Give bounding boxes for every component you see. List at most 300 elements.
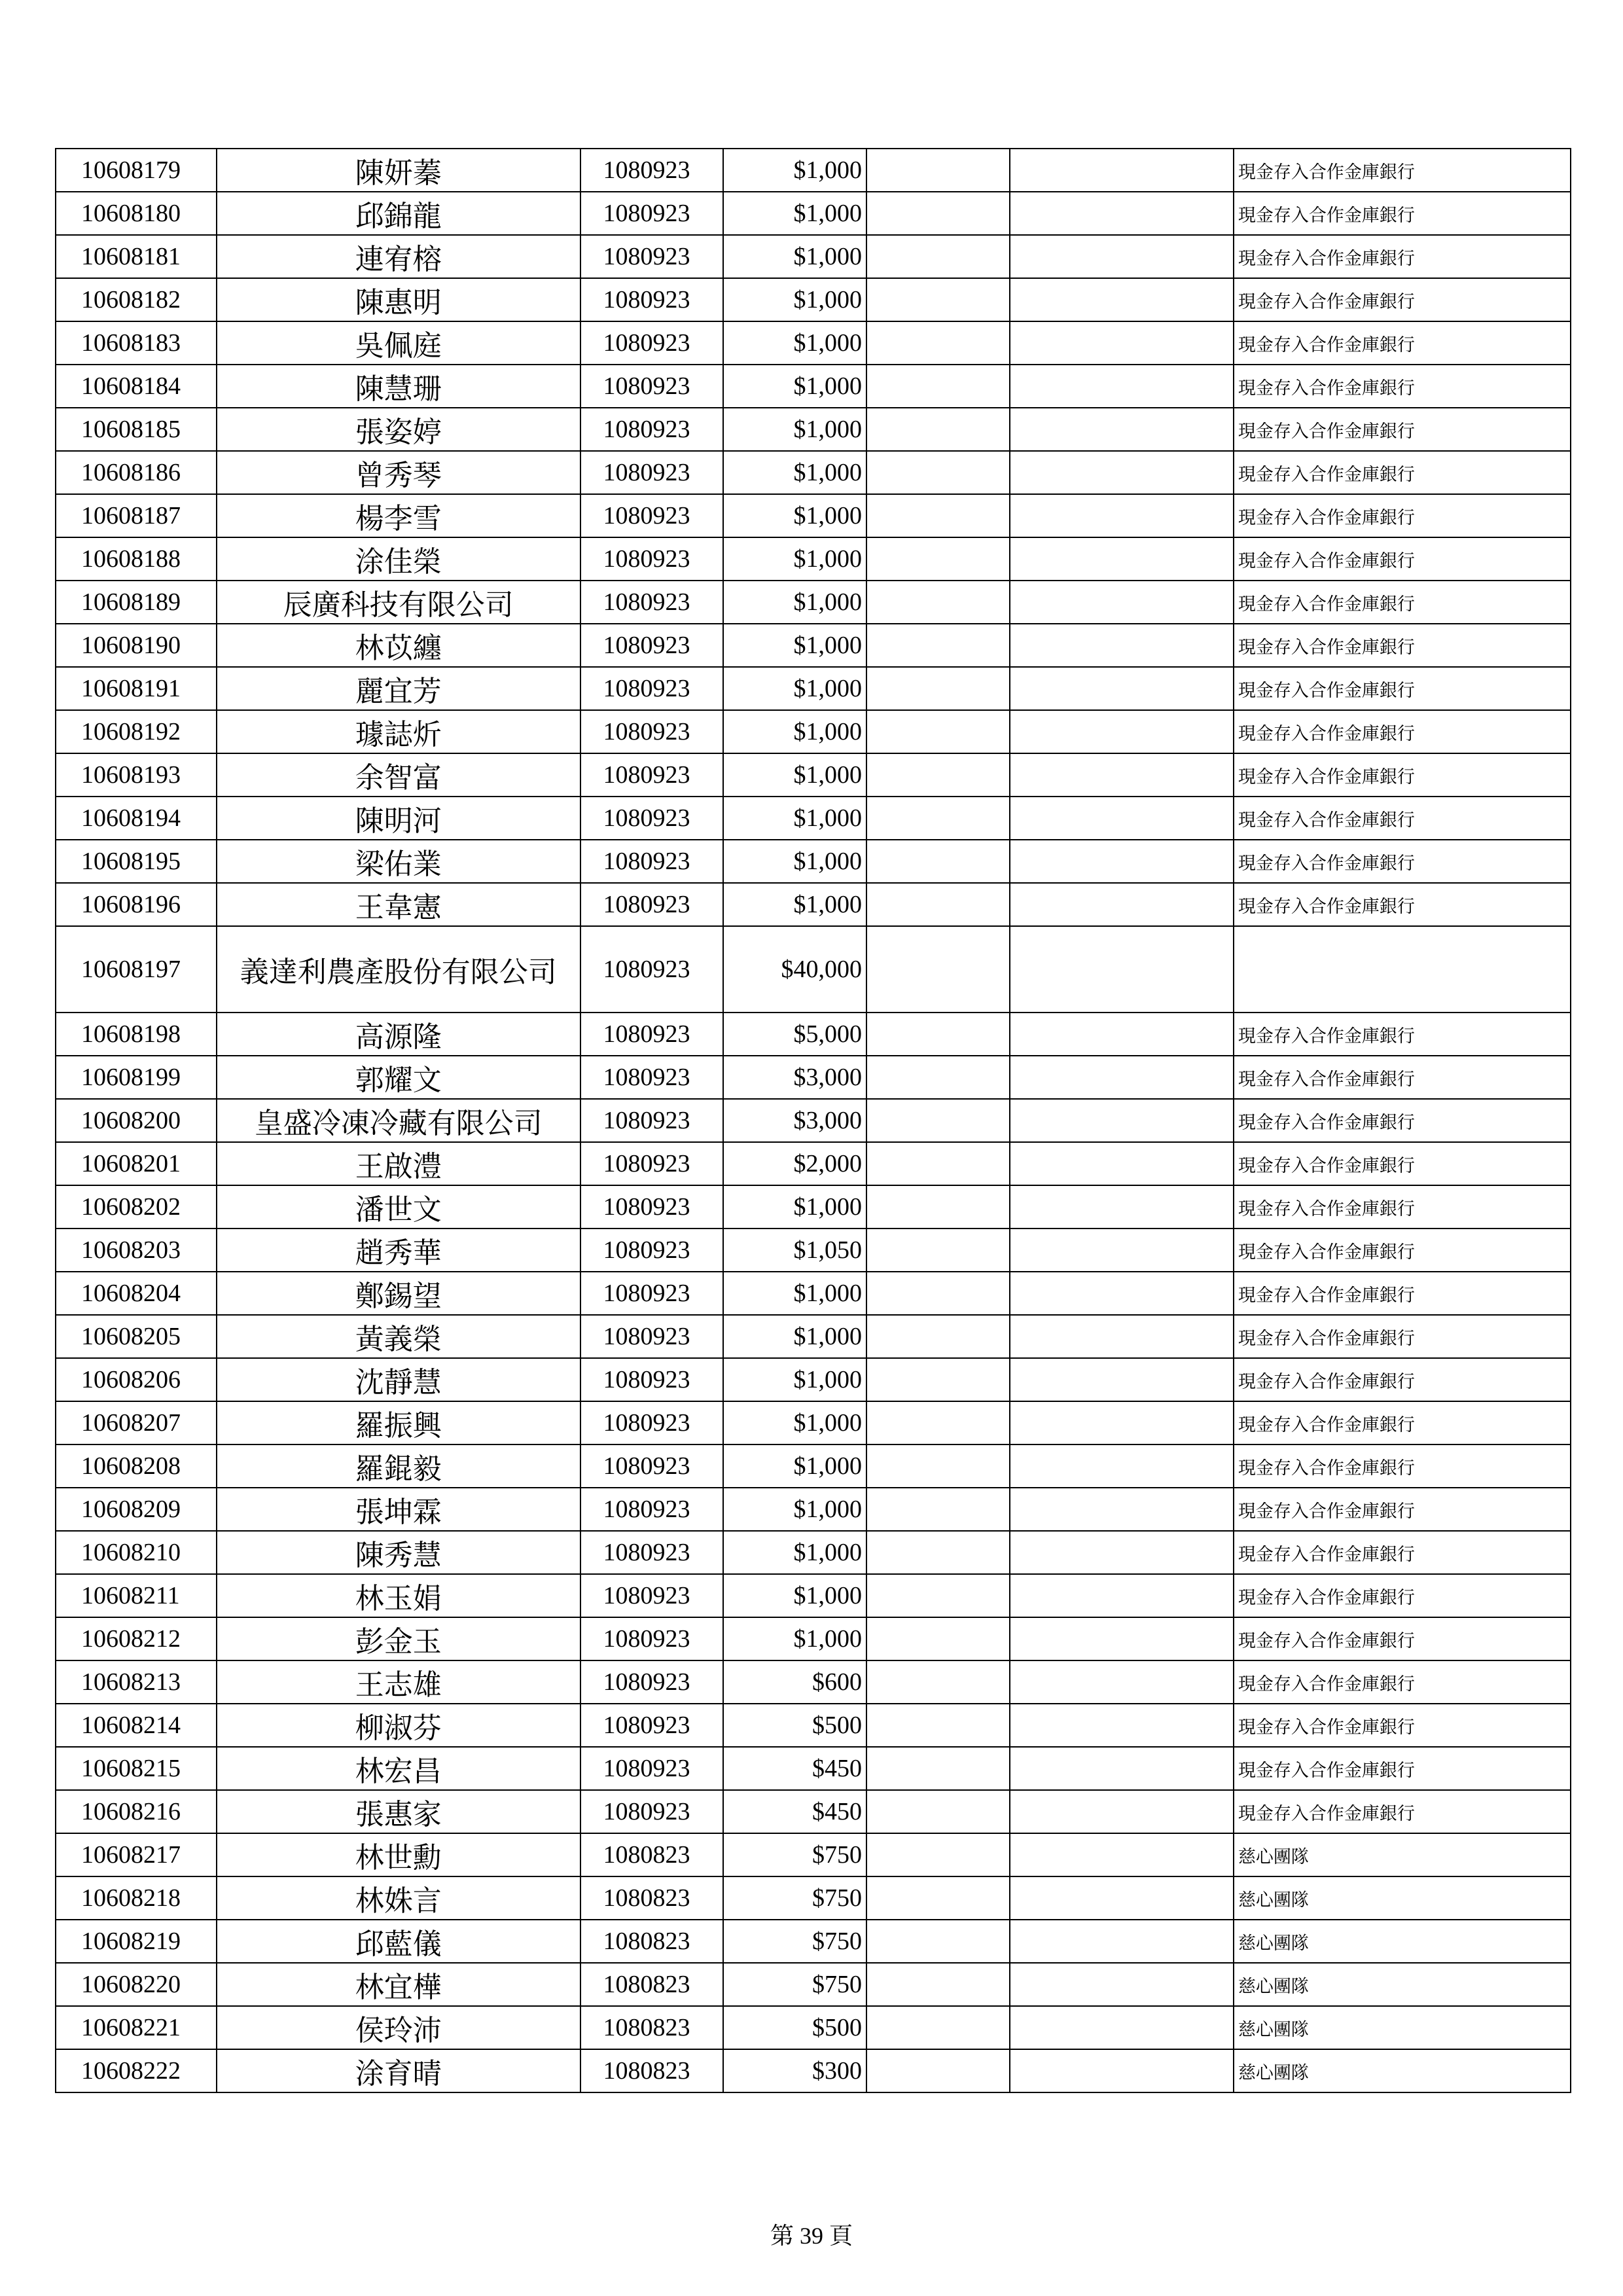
donation-date: 1080923 bbox=[580, 797, 724, 840]
donation-date: 1080923 bbox=[580, 235, 724, 278]
donation-date: 1080823 bbox=[580, 1833, 724, 1876]
donation-date: 1080923 bbox=[580, 1013, 724, 1056]
row-id: 10608183 bbox=[56, 321, 217, 365]
payment-note: 現金存入合作金庫銀行 bbox=[1234, 1099, 1571, 1142]
empty-cell bbox=[1010, 667, 1234, 710]
payment-note: 現金存入合作金庫銀行 bbox=[1234, 883, 1571, 926]
empty-cell bbox=[1010, 581, 1234, 624]
donation-date: 1080923 bbox=[580, 1747, 724, 1790]
donation-amount: $600 bbox=[723, 1660, 866, 1704]
empty-cell bbox=[866, 192, 1010, 235]
payment-note: 慈心團隊 bbox=[1234, 1833, 1571, 1876]
payment-note: 現金存入合作金庫銀行 bbox=[1234, 408, 1571, 451]
donation-amount: $2,000 bbox=[723, 1142, 866, 1185]
empty-cell bbox=[866, 2049, 1010, 2092]
empty-cell bbox=[1010, 1876, 1234, 1920]
empty-cell bbox=[866, 1142, 1010, 1185]
donation-amount: $450 bbox=[723, 1747, 866, 1790]
empty-cell bbox=[866, 1617, 1010, 1660]
empty-cell bbox=[1010, 1574, 1234, 1617]
donor-name: 高源隆 bbox=[217, 1013, 580, 1056]
donation-amount: $1,000 bbox=[723, 1358, 866, 1401]
donation-amount: $3,000 bbox=[723, 1056, 866, 1099]
row-id: 10608179 bbox=[56, 149, 217, 192]
empty-cell bbox=[866, 797, 1010, 840]
donor-name: 陳妍蓁 bbox=[217, 149, 580, 192]
table-row bbox=[56, 537, 1571, 581]
table-row bbox=[56, 1142, 1571, 1185]
donation-amount: $1,000 bbox=[723, 235, 866, 278]
donation-date: 1080923 bbox=[580, 1229, 724, 1272]
donation-date: 1080923 bbox=[580, 192, 724, 235]
donor-name: 潘世文 bbox=[217, 1185, 580, 1229]
table-row bbox=[56, 2006, 1571, 2049]
donation-date: 1080923 bbox=[580, 537, 724, 581]
payment-note: 現金存入合作金庫銀行 bbox=[1234, 494, 1571, 537]
payment-note: 現金存入合作金庫銀行 bbox=[1234, 797, 1571, 840]
donation-amount: $1,000 bbox=[723, 581, 866, 624]
empty-cell bbox=[866, 1747, 1010, 1790]
donation-amount: $1,000 bbox=[723, 1488, 866, 1531]
row-id: 10608190 bbox=[56, 624, 217, 667]
donation-amount: $1,000 bbox=[723, 753, 866, 797]
donation-amount: $750 bbox=[723, 1920, 866, 1963]
row-id: 10608218 bbox=[56, 1876, 217, 1920]
table-row bbox=[56, 1401, 1571, 1444]
empty-cell bbox=[866, 667, 1010, 710]
row-id: 10608210 bbox=[56, 1531, 217, 1574]
empty-cell bbox=[866, 1531, 1010, 1574]
table-row bbox=[56, 1833, 1571, 1876]
donor-name: 林姝言 bbox=[217, 1876, 580, 1920]
donation-amount: $1,000 bbox=[723, 1185, 866, 1229]
payment-note: 慈心團隊 bbox=[1234, 1963, 1571, 2006]
row-id: 10608195 bbox=[56, 840, 217, 883]
row-id: 10608206 bbox=[56, 1358, 217, 1401]
donor-name: 張姿婷 bbox=[217, 408, 580, 451]
empty-cell bbox=[866, 451, 1010, 494]
table-row bbox=[56, 710, 1571, 753]
donor-name: 涂育晴 bbox=[217, 2049, 580, 2092]
donation-amount: $40,000 bbox=[723, 926, 866, 1013]
empty-cell bbox=[866, 840, 1010, 883]
payment-note: 現金存入合作金庫銀行 bbox=[1234, 1574, 1571, 1617]
donor-name: 涂佳榮 bbox=[217, 537, 580, 581]
donation-amount: $1,000 bbox=[723, 667, 866, 710]
empty-cell bbox=[1010, 1704, 1234, 1747]
donation-date: 1080823 bbox=[580, 1963, 724, 2006]
donor-name: 張坤霖 bbox=[217, 1488, 580, 1531]
empty-cell bbox=[866, 1099, 1010, 1142]
empty-cell bbox=[1010, 408, 1234, 451]
empty-cell bbox=[1010, 451, 1234, 494]
row-id: 10608193 bbox=[56, 753, 217, 797]
donor-name: 辰廣科技有限公司 bbox=[217, 581, 580, 624]
empty-cell bbox=[1010, 1315, 1234, 1358]
empty-cell bbox=[866, 1185, 1010, 1229]
table-row bbox=[56, 883, 1571, 926]
payment-note: 慈心團隊 bbox=[1234, 1920, 1571, 1963]
donation-amount: $1,000 bbox=[723, 840, 866, 883]
row-id: 10608192 bbox=[56, 710, 217, 753]
empty-cell bbox=[1010, 1963, 1234, 2006]
payment-note bbox=[1234, 926, 1571, 1013]
donor-name: 陳秀慧 bbox=[217, 1531, 580, 1574]
payment-note: 現金存入合作金庫銀行 bbox=[1234, 1704, 1571, 1747]
donor-name: 林宏昌 bbox=[217, 1747, 580, 1790]
donor-name: 楊李雪 bbox=[217, 494, 580, 537]
donation-amount: $1,000 bbox=[723, 149, 866, 192]
payment-note: 現金存入合作金庫銀行 bbox=[1234, 235, 1571, 278]
table-row bbox=[56, 1315, 1571, 1358]
empty-cell bbox=[1010, 1617, 1234, 1660]
donation-date: 1080823 bbox=[580, 2049, 724, 2092]
donor-name: 陳慧珊 bbox=[217, 365, 580, 408]
donation-date: 1080923 bbox=[580, 1099, 724, 1142]
payment-note: 現金存入合作金庫銀行 bbox=[1234, 1617, 1571, 1660]
donation-amount: $1,000 bbox=[723, 1531, 866, 1574]
donation-date: 1080923 bbox=[580, 710, 724, 753]
empty-cell bbox=[1010, 1013, 1234, 1056]
donation-amount: $500 bbox=[723, 1704, 866, 1747]
empty-cell bbox=[1010, 624, 1234, 667]
donor-name: 義達利農產股份有限公司 bbox=[217, 926, 580, 1013]
empty-cell bbox=[1010, 2006, 1234, 2049]
empty-cell bbox=[866, 2006, 1010, 2049]
table-row bbox=[56, 451, 1571, 494]
table-row bbox=[56, 1229, 1571, 1272]
donation-date: 1080923 bbox=[580, 1617, 724, 1660]
donation-amount: $1,000 bbox=[723, 710, 866, 753]
table-row bbox=[56, 149, 1571, 192]
empty-cell bbox=[1010, 365, 1234, 408]
empty-cell bbox=[866, 883, 1010, 926]
donation-amount: $450 bbox=[723, 1790, 866, 1833]
donation-date: 1080923 bbox=[580, 1358, 724, 1401]
donor-name: 陳明河 bbox=[217, 797, 580, 840]
donation-date: 1080923 bbox=[580, 926, 724, 1013]
empty-cell bbox=[866, 1488, 1010, 1531]
row-id: 10608198 bbox=[56, 1013, 217, 1056]
empty-cell bbox=[1010, 1488, 1234, 1531]
donation-date: 1080923 bbox=[580, 321, 724, 365]
donor-name: 彭金玉 bbox=[217, 1617, 580, 1660]
row-id: 10608203 bbox=[56, 1229, 217, 1272]
empty-cell bbox=[1010, 537, 1234, 581]
donor-name: 曾秀琴 bbox=[217, 451, 580, 494]
empty-cell bbox=[1010, 1142, 1234, 1185]
table-row bbox=[56, 365, 1571, 408]
empty-cell bbox=[1010, 1747, 1234, 1790]
empty-cell bbox=[866, 1013, 1010, 1056]
donation-table bbox=[55, 148, 1571, 2093]
row-id: 10608191 bbox=[56, 667, 217, 710]
row-id: 10608214 bbox=[56, 1704, 217, 1747]
empty-cell bbox=[866, 1963, 1010, 2006]
row-id: 10608220 bbox=[56, 1963, 217, 2006]
payment-note: 現金存入合作金庫銀行 bbox=[1234, 1185, 1571, 1229]
payment-note: 現金存入合作金庫銀行 bbox=[1234, 365, 1571, 408]
donor-name: 璩誌炘 bbox=[217, 710, 580, 753]
table-row bbox=[56, 1704, 1571, 1747]
row-id: 10608213 bbox=[56, 1660, 217, 1704]
payment-note: 慈心團隊 bbox=[1234, 1876, 1571, 1920]
donation-amount: $1,000 bbox=[723, 624, 866, 667]
donation-date: 1080923 bbox=[580, 1531, 724, 1574]
donation-date: 1080923 bbox=[580, 1401, 724, 1444]
empty-cell bbox=[866, 408, 1010, 451]
empty-cell bbox=[1010, 1099, 1234, 1142]
payment-note: 現金存入合作金庫銀行 bbox=[1234, 1444, 1571, 1488]
payment-note: 現金存入合作金庫銀行 bbox=[1234, 278, 1571, 321]
donation-date: 1080923 bbox=[580, 408, 724, 451]
table-row bbox=[56, 1790, 1571, 1833]
payment-note: 現金存入合作金庫銀行 bbox=[1234, 1013, 1571, 1056]
donation-date: 1080923 bbox=[580, 1056, 724, 1099]
row-id: 10608211 bbox=[56, 1574, 217, 1617]
empty-cell bbox=[866, 581, 1010, 624]
donation-date: 1080823 bbox=[580, 2006, 724, 2049]
table-row bbox=[56, 235, 1571, 278]
empty-cell bbox=[866, 149, 1010, 192]
row-id: 10608194 bbox=[56, 797, 217, 840]
row-id: 10608209 bbox=[56, 1488, 217, 1531]
empty-cell bbox=[1010, 1272, 1234, 1315]
payment-note: 現金存入合作金庫銀行 bbox=[1234, 321, 1571, 365]
empty-cell bbox=[1010, 2049, 1234, 2092]
donation-amount: $750 bbox=[723, 1876, 866, 1920]
empty-cell bbox=[866, 710, 1010, 753]
donation-amount: $1,000 bbox=[723, 365, 866, 408]
donor-name: 羅振興 bbox=[217, 1401, 580, 1444]
empty-cell bbox=[866, 1574, 1010, 1617]
donation-date: 1080923 bbox=[580, 1185, 724, 1229]
donor-name: 吳佩庭 bbox=[217, 321, 580, 365]
row-id: 10608187 bbox=[56, 494, 217, 537]
empty-cell bbox=[866, 926, 1010, 1013]
donation-amount: $1,000 bbox=[723, 321, 866, 365]
page-number: 第 39 頁 bbox=[770, 2223, 853, 2249]
donation-amount: $1,000 bbox=[723, 278, 866, 321]
table-row bbox=[56, 1444, 1571, 1488]
empty-cell bbox=[866, 321, 1010, 365]
empty-cell bbox=[866, 1833, 1010, 1876]
table-row bbox=[56, 1747, 1571, 1790]
table-row bbox=[56, 840, 1571, 883]
table-row bbox=[56, 321, 1571, 365]
empty-cell bbox=[866, 1876, 1010, 1920]
donation-date: 1080923 bbox=[580, 1704, 724, 1747]
donation-date: 1080923 bbox=[580, 624, 724, 667]
payment-note: 現金存入合作金庫銀行 bbox=[1234, 667, 1571, 710]
donation-date: 1080923 bbox=[580, 1660, 724, 1704]
donation-date: 1080923 bbox=[580, 840, 724, 883]
payment-note: 現金存入合作金庫銀行 bbox=[1234, 753, 1571, 797]
row-id: 10608185 bbox=[56, 408, 217, 451]
donation-date: 1080923 bbox=[580, 1444, 724, 1488]
donation-date: 1080923 bbox=[580, 1272, 724, 1315]
donation-date: 1080923 bbox=[580, 883, 724, 926]
payment-note: 現金存入合作金庫銀行 bbox=[1234, 1488, 1571, 1531]
row-id: 10608197 bbox=[56, 926, 217, 1013]
empty-cell bbox=[1010, 926, 1234, 1013]
row-id: 10608180 bbox=[56, 192, 217, 235]
donor-name: 林苡纏 bbox=[217, 624, 580, 667]
payment-note: 現金存入合作金庫銀行 bbox=[1234, 192, 1571, 235]
payment-note: 現金存入合作金庫銀行 bbox=[1234, 1401, 1571, 1444]
table-row bbox=[56, 408, 1571, 451]
donation-date: 1080923 bbox=[580, 278, 724, 321]
donor-name: 趙秀華 bbox=[217, 1229, 580, 1272]
donor-name: 鄭錫望 bbox=[217, 1272, 580, 1315]
payment-note: 現金存入合作金庫銀行 bbox=[1234, 149, 1571, 192]
payment-note: 慈心團隊 bbox=[1234, 2006, 1571, 2049]
payment-note: 現金存入合作金庫銀行 bbox=[1234, 1056, 1571, 1099]
row-id: 10608208 bbox=[56, 1444, 217, 1488]
row-id: 10608221 bbox=[56, 2006, 217, 2049]
payment-note: 現金存入合作金庫銀行 bbox=[1234, 1229, 1571, 1272]
empty-cell bbox=[1010, 1531, 1234, 1574]
donor-name: 林玉娟 bbox=[217, 1574, 580, 1617]
donation-date: 1080923 bbox=[580, 1574, 724, 1617]
table-row bbox=[56, 926, 1571, 1013]
table-row bbox=[56, 1920, 1571, 1963]
payment-note: 現金存入合作金庫銀行 bbox=[1234, 1660, 1571, 1704]
row-id: 10608201 bbox=[56, 1142, 217, 1185]
empty-cell bbox=[866, 624, 1010, 667]
table-row bbox=[56, 581, 1571, 624]
donor-name: 余智富 bbox=[217, 753, 580, 797]
empty-cell bbox=[866, 1704, 1010, 1747]
empty-cell bbox=[866, 1056, 1010, 1099]
empty-cell bbox=[1010, 235, 1234, 278]
table-row bbox=[56, 1272, 1571, 1315]
table-row bbox=[56, 753, 1571, 797]
empty-cell bbox=[866, 1790, 1010, 1833]
donation-amount: $1,000 bbox=[723, 192, 866, 235]
table-row bbox=[56, 1099, 1571, 1142]
donor-name: 羅錕毅 bbox=[217, 1444, 580, 1488]
empty-cell bbox=[1010, 321, 1234, 365]
empty-cell bbox=[1010, 710, 1234, 753]
donor-name: 邱錦龍 bbox=[217, 192, 580, 235]
table-row bbox=[56, 667, 1571, 710]
payment-note: 現金存入合作金庫銀行 bbox=[1234, 1142, 1571, 1185]
donation-date: 1080823 bbox=[580, 1920, 724, 1963]
empty-cell bbox=[1010, 1660, 1234, 1704]
payment-note: 現金存入合作金庫銀行 bbox=[1234, 840, 1571, 883]
donor-name: 林宜樺 bbox=[217, 1963, 580, 2006]
payment-note: 現金存入合作金庫銀行 bbox=[1234, 537, 1571, 581]
row-id: 10608196 bbox=[56, 883, 217, 926]
payment-note: 現金存入合作金庫銀行 bbox=[1234, 1531, 1571, 1574]
empty-cell bbox=[1010, 1920, 1234, 1963]
payment-note: 現金存入合作金庫銀行 bbox=[1234, 1315, 1571, 1358]
row-id: 10608204 bbox=[56, 1272, 217, 1315]
empty-cell bbox=[866, 1272, 1010, 1315]
donor-name: 黃義榮 bbox=[217, 1315, 580, 1358]
row-id: 10608215 bbox=[56, 1747, 217, 1790]
empty-cell bbox=[1010, 797, 1234, 840]
empty-cell bbox=[866, 1920, 1010, 1963]
table-row bbox=[56, 1660, 1571, 1704]
donor-name: 王韋憲 bbox=[217, 883, 580, 926]
empty-cell bbox=[1010, 1444, 1234, 1488]
empty-cell bbox=[866, 1401, 1010, 1444]
donation-date: 1080923 bbox=[580, 149, 724, 192]
donation-amount: $1,000 bbox=[723, 537, 866, 581]
table-row bbox=[56, 494, 1571, 537]
donation-amount: $1,000 bbox=[723, 1315, 866, 1358]
donation-amount: $1,000 bbox=[723, 1272, 866, 1315]
donor-name: 梁佑業 bbox=[217, 840, 580, 883]
donation-amount: $500 bbox=[723, 2006, 866, 2049]
donation-amount: $1,000 bbox=[723, 451, 866, 494]
payment-note: 慈心團隊 bbox=[1234, 2049, 1571, 2092]
donor-name: 王啟澧 bbox=[217, 1142, 580, 1185]
table-row bbox=[56, 192, 1571, 235]
payment-note: 現金存入合作金庫銀行 bbox=[1234, 451, 1571, 494]
donation-date: 1080923 bbox=[580, 365, 724, 408]
empty-cell bbox=[1010, 1401, 1234, 1444]
empty-cell bbox=[866, 365, 1010, 408]
donation-amount: $1,000 bbox=[723, 1401, 866, 1444]
empty-cell bbox=[866, 1229, 1010, 1272]
row-id: 10608200 bbox=[56, 1099, 217, 1142]
empty-cell bbox=[866, 1444, 1010, 1488]
payment-note: 現金存入合作金庫銀行 bbox=[1234, 1747, 1571, 1790]
donor-name: 柳淑芬 bbox=[217, 1704, 580, 1747]
table-row bbox=[56, 1056, 1571, 1099]
donor-name: 侯玲沛 bbox=[217, 2006, 580, 2049]
payment-note: 現金存入合作金庫銀行 bbox=[1234, 624, 1571, 667]
donation-amount: $1,000 bbox=[723, 1444, 866, 1488]
empty-cell bbox=[866, 1315, 1010, 1358]
donation-amount: $1,000 bbox=[723, 1617, 866, 1660]
table-body bbox=[56, 149, 1571, 2092]
empty-cell bbox=[1010, 1229, 1234, 1272]
empty-cell bbox=[866, 537, 1010, 581]
row-id: 10608184 bbox=[56, 365, 217, 408]
empty-cell bbox=[1010, 192, 1234, 235]
donation-date: 1080923 bbox=[580, 1790, 724, 1833]
empty-cell bbox=[1010, 1790, 1234, 1833]
table-row bbox=[56, 1963, 1571, 2006]
table-row bbox=[56, 278, 1571, 321]
table-row bbox=[56, 797, 1571, 840]
donation-date: 1080923 bbox=[580, 451, 724, 494]
donation-amount: $1,000 bbox=[723, 494, 866, 537]
table-row bbox=[56, 1531, 1571, 1574]
donation-amount: $1,050 bbox=[723, 1229, 866, 1272]
empty-cell bbox=[1010, 1358, 1234, 1401]
empty-cell bbox=[1010, 1833, 1234, 1876]
row-id: 10608216 bbox=[56, 1790, 217, 1833]
payment-note: 現金存入合作金庫銀行 bbox=[1234, 1358, 1571, 1401]
donation-date: 1080923 bbox=[580, 1315, 724, 1358]
table-row bbox=[56, 1876, 1571, 1920]
row-id: 10608199 bbox=[56, 1056, 217, 1099]
table-row bbox=[56, 1013, 1571, 1056]
empty-cell bbox=[866, 1358, 1010, 1401]
empty-cell bbox=[1010, 1185, 1234, 1229]
donation-date: 1080823 bbox=[580, 1876, 724, 1920]
empty-cell bbox=[866, 753, 1010, 797]
row-id: 10608205 bbox=[56, 1315, 217, 1358]
empty-cell bbox=[866, 1660, 1010, 1704]
table-row bbox=[56, 624, 1571, 667]
donation-date: 1080923 bbox=[580, 753, 724, 797]
